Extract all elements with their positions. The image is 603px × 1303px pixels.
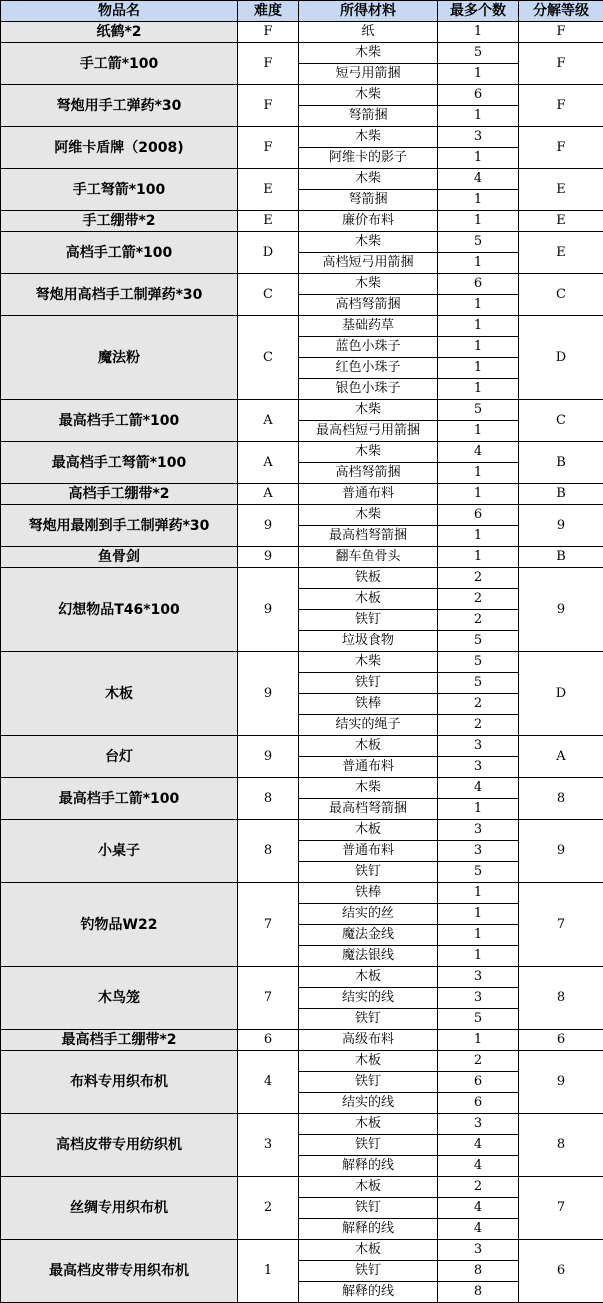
material-cell: 高级布料 (299, 1030, 438, 1051)
material-cell: 垃圾食物 (299, 631, 438, 652)
material-cell: 木柴 (299, 127, 438, 148)
difficulty-cell: 9 (238, 568, 299, 652)
decompose-level-cell: 8 (519, 778, 603, 820)
max-count-cell: 1 (438, 904, 519, 925)
material-cell: 铁棒 (299, 694, 438, 715)
max-count-cell: 6 (438, 274, 519, 295)
max-count-cell: 1 (438, 358, 519, 379)
header-item: 物品名 (1, 1, 238, 22)
decompose-level-cell: 8 (519, 1114, 603, 1177)
max-count-cell: 1 (438, 799, 519, 820)
difficulty-cell: 2 (238, 1177, 299, 1240)
difficulty-cell: A (238, 484, 299, 505)
table-row (1, 547, 603, 568)
item-name-cell: 高档手工绷带*2 (1, 484, 238, 505)
item-name-cell: 钓物品W22 (1, 883, 238, 967)
item-name-cell: 魔法粉 (1, 316, 238, 400)
table-row (1, 211, 603, 232)
max-count-cell: 1 (438, 925, 519, 946)
difficulty-cell: 7 (238, 967, 299, 1030)
item-name-cell: 手工箭*100 (1, 43, 238, 85)
decompose-level-cell: A (519, 736, 603, 778)
table-row (1, 505, 603, 526)
decompose-level-cell: C (519, 400, 603, 442)
max-count-cell: 3 (438, 1240, 519, 1261)
max-count-cell: 1 (438, 316, 519, 337)
decompose-level-cell: 7 (519, 883, 603, 967)
material-cell: 解释的线 (299, 1282, 438, 1303)
item-name-cell: 手工绷带*2 (1, 211, 238, 232)
difficulty-cell: 8 (238, 778, 299, 820)
difficulty-cell: E (238, 211, 299, 232)
max-count-cell: 2 (438, 694, 519, 715)
material-cell: 木柴 (299, 400, 438, 421)
material-cell: 木板 (299, 820, 438, 841)
item-name-cell: 手工弩箭*100 (1, 169, 238, 211)
max-count-cell: 1 (438, 106, 519, 127)
material-cell: 解释的线 (299, 1219, 438, 1240)
material-cell: 木板 (299, 1051, 438, 1072)
decompose-level-cell: F (519, 43, 603, 85)
table-row (1, 1177, 603, 1198)
material-cell: 木柴 (299, 43, 438, 64)
difficulty-cell: D (238, 232, 299, 274)
material-cell: 结实的绳子 (299, 715, 438, 736)
item-name-cell: 弩炮用最刚到手工制弹药*30 (1, 505, 238, 547)
item-name-cell: 幻想物品T46*100 (1, 568, 238, 652)
table-row (1, 967, 603, 988)
max-count-cell: 4 (438, 1156, 519, 1177)
decompose-level-cell: 9 (519, 1051, 603, 1114)
table-row (1, 484, 603, 505)
decompose-level-cell: F (519, 22, 603, 43)
material-cell: 解释的线 (299, 1156, 438, 1177)
max-count-cell: 1 (438, 526, 519, 547)
difficulty-cell: 3 (238, 1114, 299, 1177)
difficulty-cell: 4 (238, 1051, 299, 1114)
material-cell: 木板 (299, 589, 438, 610)
decompose-level-cell: 7 (519, 1177, 603, 1240)
header-difficulty: 难度 (238, 1, 299, 22)
decompose-level-cell: E (519, 211, 603, 232)
material-cell: 高档弩箭捆 (299, 295, 438, 316)
material-cell: 翻车鱼骨头 (299, 547, 438, 568)
difficulty-cell: F (238, 22, 299, 43)
item-name-cell: 最高档手工箭*100 (1, 778, 238, 820)
max-count-cell: 8 (438, 1261, 519, 1282)
material-cell: 廉价布料 (299, 211, 438, 232)
table-row (1, 820, 603, 841)
max-count-cell: 2 (438, 589, 519, 610)
material-cell: 基础药草 (299, 316, 438, 337)
item-name-cell: 高档手工箭*100 (1, 232, 238, 274)
material-cell: 木板 (299, 736, 438, 757)
max-count-cell: 3 (438, 127, 519, 148)
material-cell: 铁钉 (299, 862, 438, 883)
material-cell: 魔法银线 (299, 946, 438, 967)
table-row (1, 1114, 603, 1135)
decompose-level-cell: 9 (519, 505, 603, 547)
material-cell: 高档弩箭捆 (299, 463, 438, 484)
material-cell: 最高档弩箭捆 (299, 526, 438, 547)
max-count-cell: 3 (438, 967, 519, 988)
max-count-cell: 4 (438, 1219, 519, 1240)
max-count-cell: 5 (438, 43, 519, 64)
material-cell: 结实的丝 (299, 904, 438, 925)
item-name-cell: 最高档手工绷带*2 (1, 1030, 238, 1051)
table-row (1, 1240, 603, 1261)
table-row (1, 1051, 603, 1072)
max-count-cell: 1 (438, 295, 519, 316)
max-count-cell: 3 (438, 1114, 519, 1135)
max-count-cell: 3 (438, 736, 519, 757)
material-cell: 弩箭捆 (299, 106, 438, 127)
decompose-level-cell: D (519, 652, 603, 736)
max-count-cell: 3 (438, 988, 519, 1009)
item-name-cell: 纸鹤*2 (1, 22, 238, 43)
decompose-level-cell: D (519, 316, 603, 400)
item-name-cell: 小桌子 (1, 820, 238, 883)
table-row (1, 316, 603, 337)
difficulty-cell: 6 (238, 1030, 299, 1051)
table-row (1, 22, 603, 43)
difficulty-cell: F (238, 127, 299, 169)
header-row (1, 1, 603, 22)
max-count-cell: 1 (438, 883, 519, 904)
difficulty-cell: C (238, 274, 299, 316)
item-name-cell: 木鸟笼 (1, 967, 238, 1030)
max-count-cell: 2 (438, 610, 519, 631)
difficulty-cell: 9 (238, 505, 299, 547)
material-cell: 铁钉 (299, 1198, 438, 1219)
material-cell: 木柴 (299, 652, 438, 673)
decompose-level-cell: 6 (519, 1240, 603, 1303)
table-row (1, 568, 603, 589)
decompose-level-cell: F (519, 85, 603, 127)
table-row (1, 1030, 603, 1051)
material-cell: 木板 (299, 1240, 438, 1261)
max-count-cell: 1 (438, 253, 519, 274)
item-name-cell: 高档皮带专用纺织机 (1, 1114, 238, 1177)
decompose-level-cell: E (519, 232, 603, 274)
table-row (1, 232, 603, 253)
max-count-cell: 4 (438, 442, 519, 463)
material-cell: 高档短弓用箭捆 (299, 253, 438, 274)
max-count-cell: 1 (438, 337, 519, 358)
header-max-count: 最多个数 (438, 1, 519, 22)
max-count-cell: 2 (438, 1177, 519, 1198)
decompose-level-cell: F (519, 127, 603, 169)
difficulty-cell: F (238, 85, 299, 127)
material-cell: 弩箭捆 (299, 190, 438, 211)
material-cell: 红色小珠子 (299, 358, 438, 379)
material-cell: 木柴 (299, 232, 438, 253)
difficulty-cell: F (238, 43, 299, 85)
decompose-level-cell: C (519, 274, 603, 316)
material-cell: 结实的线 (299, 1093, 438, 1114)
item-name-cell: 弩炮用手工弹药*30 (1, 85, 238, 127)
material-cell: 纸 (299, 22, 438, 43)
material-cell: 木板 (299, 1177, 438, 1198)
material-cell: 蓝色小珠子 (299, 337, 438, 358)
max-count-cell: 4 (438, 169, 519, 190)
max-count-cell: 6 (438, 1093, 519, 1114)
max-count-cell: 5 (438, 673, 519, 694)
material-cell: 阿维卡的影子 (299, 148, 438, 169)
material-cell: 银色小珠子 (299, 379, 438, 400)
max-count-cell: 1 (438, 946, 519, 967)
item-name-cell: 木板 (1, 652, 238, 736)
max-count-cell: 6 (438, 85, 519, 106)
header-material: 所得材料 (299, 1, 438, 22)
difficulty-cell: 9 (238, 547, 299, 568)
max-count-cell: 1 (438, 148, 519, 169)
max-count-cell: 1 (438, 547, 519, 568)
table-row (1, 127, 603, 148)
difficulty-cell: 7 (238, 883, 299, 967)
material-cell: 木柴 (299, 85, 438, 106)
max-count-cell: 1 (438, 22, 519, 43)
table-row (1, 442, 603, 463)
item-name-cell: 布料专用织布机 (1, 1051, 238, 1114)
max-count-cell: 5 (438, 232, 519, 253)
table-row (1, 652, 603, 673)
max-count-cell: 4 (438, 778, 519, 799)
max-count-cell: 1 (438, 484, 519, 505)
item-name-cell: 最高档手工弩箭*100 (1, 442, 238, 484)
table-body (1, 22, 603, 1303)
max-count-cell: 5 (438, 1009, 519, 1030)
max-count-cell: 5 (438, 631, 519, 652)
header-decompose-level: 分解等级 (519, 1, 603, 22)
material-cell: 木柴 (299, 169, 438, 190)
max-count-cell: 5 (438, 400, 519, 421)
max-count-cell: 1 (438, 211, 519, 232)
max-count-cell: 5 (438, 862, 519, 883)
material-cell: 铁钉 (299, 673, 438, 694)
table-row (1, 736, 603, 757)
material-cell: 铁钉 (299, 1135, 438, 1156)
material-cell: 木柴 (299, 505, 438, 526)
decompose-level-cell: 9 (519, 820, 603, 883)
item-name-cell: 最高档皮带专用织布机 (1, 1240, 238, 1303)
max-count-cell: 1 (438, 379, 519, 400)
difficulty-cell: 1 (238, 1240, 299, 1303)
max-count-cell: 2 (438, 1051, 519, 1072)
difficulty-cell: A (238, 442, 299, 484)
item-name-cell: 最高档手工箭*100 (1, 400, 238, 442)
decompose-level-cell: E (519, 169, 603, 211)
decompose-level-cell: 8 (519, 967, 603, 1030)
max-count-cell: 1 (438, 421, 519, 442)
difficulty-cell: C (238, 316, 299, 400)
table-row (1, 274, 603, 295)
max-count-cell: 3 (438, 820, 519, 841)
table-row (1, 778, 603, 799)
material-cell: 铁棒 (299, 883, 438, 904)
max-count-cell: 4 (438, 1198, 519, 1219)
difficulty-cell: A (238, 400, 299, 442)
max-count-cell: 1 (438, 1030, 519, 1051)
decompose-level-cell: B (519, 442, 603, 484)
max-count-cell: 6 (438, 1072, 519, 1093)
material-cell: 普通布料 (299, 757, 438, 778)
max-count-cell: 1 (438, 190, 519, 211)
material-cell: 短弓用箭捆 (299, 64, 438, 85)
material-cell: 结实的线 (299, 988, 438, 1009)
decompose-level-cell: B (519, 547, 603, 568)
difficulty-cell: 8 (238, 820, 299, 883)
difficulty-cell: 9 (238, 652, 299, 736)
max-count-cell: 8 (438, 1282, 519, 1303)
item-name-cell: 台灯 (1, 736, 238, 778)
material-cell: 铁钉 (299, 1072, 438, 1093)
material-cell: 最高档弩箭捆 (299, 799, 438, 820)
item-name-cell: 弩炮用高档手工制弹药*30 (1, 274, 238, 316)
material-cell: 铁钉 (299, 610, 438, 631)
material-cell: 普通布料 (299, 484, 438, 505)
max-count-cell: 2 (438, 568, 519, 589)
material-cell: 木柴 (299, 274, 438, 295)
table-row (1, 85, 603, 106)
item-name-cell: 鱼骨剑 (1, 547, 238, 568)
material-cell: 普通布料 (299, 841, 438, 862)
max-count-cell: 1 (438, 64, 519, 85)
decompose-level-cell: 9 (519, 568, 603, 652)
decompose-level-cell: 6 (519, 1030, 603, 1051)
material-cell: 木板 (299, 967, 438, 988)
max-count-cell: 1 (438, 463, 519, 484)
item-name-cell: 阿维卡盾牌（2008) (1, 127, 238, 169)
material-cell: 木柴 (299, 442, 438, 463)
max-count-cell: 2 (438, 715, 519, 736)
max-count-cell: 4 (438, 1135, 519, 1156)
max-count-cell: 6 (438, 505, 519, 526)
item-name-cell: 丝绸专用织布机 (1, 1177, 238, 1240)
material-cell: 铁钉 (299, 1261, 438, 1282)
decompose-level-cell: B (519, 484, 603, 505)
difficulty-cell: 9 (238, 736, 299, 778)
material-cell: 木柴 (299, 778, 438, 799)
difficulty-cell: E (238, 169, 299, 211)
table-row (1, 169, 603, 190)
material-cell: 最高档短弓用箭捆 (299, 421, 438, 442)
material-cell: 铁钉 (299, 1009, 438, 1030)
max-count-cell: 3 (438, 841, 519, 862)
material-cell: 铁板 (299, 568, 438, 589)
material-cell: 魔法金线 (299, 925, 438, 946)
material-cell: 木板 (299, 1114, 438, 1135)
max-count-cell: 3 (438, 757, 519, 778)
table-row (1, 883, 603, 904)
table-row (1, 43, 603, 64)
max-count-cell: 5 (438, 652, 519, 673)
table-row (1, 400, 603, 421)
